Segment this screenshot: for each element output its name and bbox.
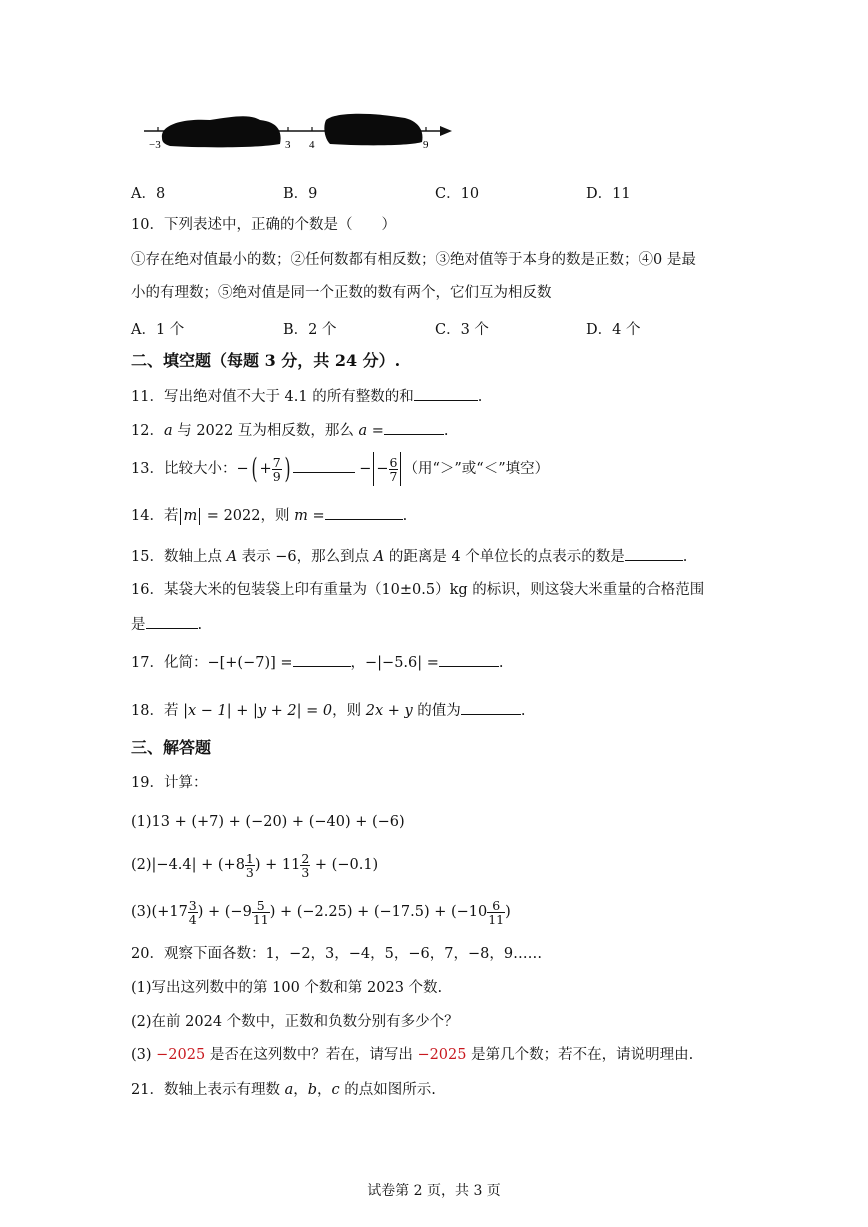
tick-label-neg3: −3 xyxy=(149,139,161,151)
q21-var-a: a xyxy=(284,1082,294,1098)
q19-part3-fraction-2: $\frac{5}{11}$ xyxy=(252,897,269,927)
q12-var-a2: a xyxy=(358,423,368,439)
q19-part3: (3)(+17 $\frac{3}{4}$ ) + (−9 $\frac{5}{11}$ ) + (−2.25) + (−17.5) + (−10 $\frac{6}{11}$ ) xyxy=(131,897,511,927)
q14-prefix: 14．若 xyxy=(131,508,179,524)
q19-part2-fraction-1: $\frac{1}{3}$ xyxy=(245,850,254,880)
q10-option-b: B．2 个 xyxy=(283,322,337,338)
q18-rest: 的值为 xyxy=(412,703,461,719)
q9-option-a: A．8 xyxy=(131,186,166,202)
q12-eq: = xyxy=(367,423,384,439)
q12-var-a: a xyxy=(163,423,173,439)
q14-eq: = 2022，则 xyxy=(202,508,295,524)
q16-line1: 16．某袋大米的包装袋上印有重量为（10±0.5）kg 的标识，则这袋大米重量的合格范围 xyxy=(131,582,705,598)
q19-part2: (2)|−4.4| + (+8 $\frac{1}{3}$ ) + 11 $\frac{2}{3}$ + (−0.1) xyxy=(131,850,379,880)
q21-prefix: 21．数轴上表示有理数 xyxy=(131,1082,285,1098)
q12-end: . xyxy=(443,423,449,439)
q11-end: . xyxy=(477,389,483,405)
tick-label-4: 4 xyxy=(309,139,315,151)
q9-option-b: B．9 xyxy=(283,186,318,202)
q19-part3-fraction-1: $\frac{3}{4}$ xyxy=(188,897,197,927)
q13-answer-blank xyxy=(293,458,355,473)
q21: 21．数轴上表示有理数 a，b，c 的点如图所示. xyxy=(131,1082,436,1098)
q15-point-a2: A xyxy=(373,549,385,565)
q18-end: . xyxy=(520,703,526,719)
q11-answer-blank xyxy=(414,386,478,401)
q10-option-c: C．3 个 xyxy=(435,322,489,338)
q14-eq2: = xyxy=(307,508,325,524)
q12-answer-blank xyxy=(384,420,444,435)
q16-answer-blank xyxy=(146,614,198,629)
q17-end: . xyxy=(498,655,504,671)
section3-title: 三、解答题 xyxy=(131,738,212,757)
q12-prefix: 12． xyxy=(131,423,164,439)
q17-answer-blank-2 xyxy=(439,652,499,667)
q20-part3-number-2: −2025 xyxy=(417,1047,467,1063)
q17-prefix: 17．化简： xyxy=(131,655,208,671)
q17-expr2: −|−5.6| = xyxy=(365,655,439,671)
q15-prefix: 15．数轴上点 xyxy=(131,549,227,565)
q14 xyxy=(131,505,407,526)
q9-option-d: D．11 xyxy=(586,186,631,202)
q14-answer-blank xyxy=(325,505,403,520)
q20-stem: 20．观察下面各数：1，−2，3，−4，5，−6，7，−8，9…… xyxy=(131,946,543,962)
q19-part1: (1)13 + (+7) + (−20) + (−40) + (−6) xyxy=(131,814,405,830)
q11 xyxy=(131,386,482,407)
q21-var-b: b xyxy=(307,1082,318,1098)
q20-part3-text-2: 是第几个数；若不在，请说明理由. xyxy=(466,1047,694,1063)
q16-prefix: 是 xyxy=(131,617,146,633)
q17 xyxy=(131,652,504,673)
q17-expr1: −[+(−7)] = xyxy=(207,655,293,671)
arrow-right-icon xyxy=(440,126,452,136)
q11-text: 11．写出绝对值不大于 4.1 的所有整数的和 xyxy=(131,389,414,405)
q19-stem: 19．计算： xyxy=(131,775,208,791)
q14-var-m2: m xyxy=(294,508,308,524)
q10-statements-line1: ①存在绝对值最小的数；②任何数都有相反数；③绝对值等于本身的数是正数；④0 是最 xyxy=(131,252,696,268)
section2-title: 二、填空题（每题 3 分，共 24 分）. xyxy=(131,351,401,370)
q18-mid: ，则 xyxy=(332,703,366,719)
q14-var-m: m xyxy=(183,508,198,524)
q17-answer-blank-1 xyxy=(293,652,351,667)
q18-condition: |x − 1| + |y + 2| = 0 xyxy=(183,703,333,719)
q15-answer-blank xyxy=(625,546,683,561)
q18-prefix: 18．若 xyxy=(131,703,184,719)
q20-part3-text-1: 是否在这列数中？若在，请写出 xyxy=(205,1047,418,1063)
redaction-blot-left xyxy=(162,116,281,147)
q9-option-c: C．10 xyxy=(435,186,480,202)
q10-statements-line2: 小的有理数；⑤绝对值是同一个正数的数有两个，它们互为相反数 xyxy=(131,285,552,301)
q13-prefix: 13．比较大小： xyxy=(131,461,237,477)
q10-option-d: D．4 个 xyxy=(586,322,641,338)
q15-mid: 表示 −6，那么到点 xyxy=(237,549,374,565)
tick-label-9: 9 xyxy=(423,139,429,151)
q20-part3-label: (3) xyxy=(131,1047,157,1063)
q19-part2-fraction-2: $\frac{2}{3}$ xyxy=(301,850,310,880)
q10-stem: 10．下列表述中，正确的个数是（ ） xyxy=(131,217,396,233)
tick-label-3: 3 xyxy=(285,139,291,151)
q13-fraction-1: $\frac{7}{9}$ xyxy=(272,454,281,484)
redaction-blot-right xyxy=(324,114,422,146)
q13-hint: （用“＞”或“＜”填空） xyxy=(403,461,550,477)
q15-rest: 的距离是 4 个单位长的点表示的数是 xyxy=(384,549,625,565)
q20-part3 xyxy=(131,1045,693,1065)
q18-expression: 2x + y xyxy=(365,703,413,719)
q20-part1: (1)写出这列数中的第 100 个数和第 2023 个数. xyxy=(131,980,443,996)
q10-option-a: A．1 个 xyxy=(131,322,185,338)
q21-var-c: c xyxy=(331,1082,340,1098)
q14-end: . xyxy=(402,508,408,524)
q21-rest: 的点如图所示. xyxy=(339,1082,436,1098)
number-line-figure xyxy=(140,108,460,158)
q13-fraction-2: $\frac{6}{7}$ xyxy=(389,454,398,484)
q15 xyxy=(131,546,687,567)
q15-end: . xyxy=(682,549,688,565)
q20-part3-number-1: −2025 xyxy=(156,1047,206,1063)
q16-line2 xyxy=(131,614,202,635)
q17-sep: ， xyxy=(350,655,366,671)
q12-mid: 与 2022 互为相反数，那么 xyxy=(172,423,359,439)
q13: 13．比较大小：−( + $\frac{7}{9}$ ) − − $\frac{6}{7}$ （用“＞”或“＜”填空） xyxy=(131,452,550,485)
q18 xyxy=(131,700,525,721)
page-footer: 试卷第 2 页，共 3 页 xyxy=(367,1183,501,1199)
q16-end: . xyxy=(197,617,203,633)
q12 xyxy=(131,420,448,441)
q20-part2: (2)在前 2024 个数中，正数和负数分别有多少个？ xyxy=(131,1014,459,1030)
q15-point-a: A xyxy=(226,549,238,565)
q19-part3-fraction-3: $\frac{6}{11}$ xyxy=(488,897,505,927)
q18-answer-blank xyxy=(461,700,521,715)
